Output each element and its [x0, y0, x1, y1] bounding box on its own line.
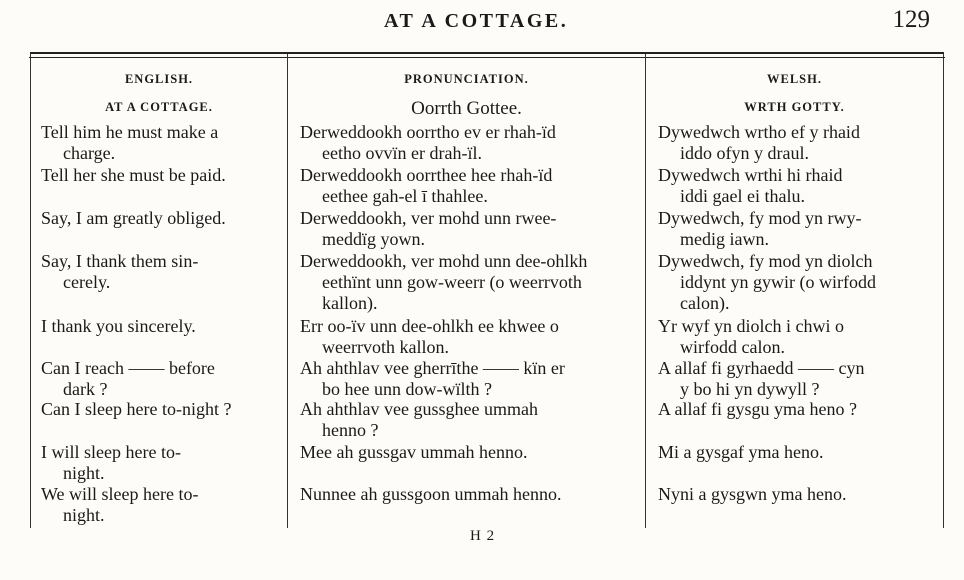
english-phrase: [41, 442, 275, 484]
english-phrase-line: cerely.: [63, 272, 111, 292]
pronunciation-phrase-line: meddïg yown.: [322, 229, 425, 249]
welsh-phrase: [658, 208, 934, 250]
welsh-phrase-line: Yr wyf yn diolch i chwi o: [658, 316, 844, 336]
welsh-section-heading: WRTH GOTTY.: [744, 100, 845, 114]
running-title: AT A COTTAGE.: [384, 10, 569, 32]
pronunciation-phrase: [300, 399, 634, 441]
pronunciation-phrase-line: Err oo-ïv unn dee-ohlkh ee khwee o: [300, 316, 559, 336]
welsh-phrase-line: medig iawn.: [680, 229, 769, 249]
welsh-column: [646, 54, 943, 528]
welsh-phrase-line: iddi gael ei thalu.: [680, 186, 805, 206]
english-phrase: [41, 316, 275, 337]
pronunciation-phrase-line: eethïnt unn gow-weerr (o weerrvoth: [322, 272, 582, 292]
pronunciation-column-heading: PRONUNCIATION.: [404, 72, 529, 86]
welsh-column-heading: WELSH.: [767, 72, 822, 86]
english-phrase-line: Tell him he must make a: [41, 122, 219, 142]
english-phrase-line: Say, I am greatly obliged.: [41, 208, 226, 228]
welsh-phrase-line: Dywedwch wrtho ef y rhaid: [658, 122, 860, 142]
pronunciation-phrase: [300, 358, 634, 400]
pronunciation-phrase: [300, 251, 634, 314]
welsh-phrase-line: iddynt yn gywir (o wirfodd: [680, 272, 876, 292]
pronunciation-phrase-line: Derweddookh oorrthee hee rhah-ïd: [300, 165, 553, 185]
pronunciation-phrase-line: kallon).: [322, 293, 378, 313]
english-phrase-line: dark ?: [63, 379, 108, 399]
pronunciation-phrase-line: Derweddookh, ver mohd unn rwee-: [300, 208, 557, 228]
welsh-phrase-line: Nyni a gysgwn yma heno.: [658, 484, 847, 504]
welsh-phrase: [658, 165, 934, 207]
welsh-phrase-line: A allaf fi gyrhaedd —— cyn: [658, 358, 865, 378]
english-phrase: [41, 251, 275, 293]
welsh-phrase-line: y bo hi yn dywyll ?: [680, 379, 820, 399]
welsh-phrase-line: calon).: [680, 293, 730, 313]
english-phrase: [41, 358, 275, 400]
page-number: 129: [892, 6, 930, 33]
pronunciation-section-heading: Oorrth Gottee.: [411, 98, 522, 119]
pronunciation-phrase-line: Ah ahthlav vee gherrīthe —— kïn er: [300, 358, 565, 378]
welsh-phrase-line: Dywedwch, fy mod yn rwy-: [658, 208, 862, 228]
welsh-phrase-line: A allaf fi gysgu yma heno ?: [658, 399, 857, 419]
running-head: [0, 6, 964, 38]
pronunciation-phrase-line: weerrvoth kallon.: [322, 337, 449, 357]
pronunciation-phrase-line: Derweddookh oorrtho ev er rhah-ïd: [300, 122, 556, 142]
english-phrase-line: charge.: [63, 143, 116, 163]
welsh-phrase-line: Dywedwch, fy mod yn diolch: [658, 251, 873, 271]
welsh-phrase: [658, 442, 934, 463]
pronunciation-phrase: [300, 442, 634, 463]
pronunciation-phrase: [300, 484, 634, 505]
english-phrase: [41, 122, 275, 164]
welsh-phrase-line: wirfodd calon.: [680, 337, 785, 357]
english-phrase-line: Can I sleep here to-night ?: [41, 399, 232, 419]
signature-mark: H 2: [470, 528, 496, 544]
english-phrase: [41, 208, 275, 229]
english-phrase: [41, 399, 275, 420]
pronunciation-phrase: [300, 122, 634, 164]
pronunciation-column: [288, 54, 646, 528]
pronunciation-phrase-line: bo hee unn dow-wïlth ?: [322, 379, 492, 399]
english-phrase-line: night.: [63, 505, 105, 525]
welsh-phrase: [658, 484, 934, 505]
english-column: [31, 54, 288, 528]
english-section-heading: AT A COTTAGE.: [105, 100, 213, 114]
english-phrase: [41, 484, 275, 526]
english-phrase: [41, 165, 275, 186]
welsh-phrase-line: iddo ofyn y draul.: [680, 143, 809, 163]
phrase-table: [30, 52, 944, 528]
pronunciation-phrase: [300, 208, 634, 250]
pronunciation-phrase: [300, 316, 634, 358]
welsh-phrase-line: Mi a gysgaf yma heno.: [658, 442, 824, 462]
english-phrase-line: Tell her she must be paid.: [41, 165, 226, 185]
pronunciation-phrase-line: Derweddookh, ver mohd unn dee-ohlkh: [300, 251, 588, 271]
english-phrase-line: night.: [63, 463, 105, 483]
pronunciation-phrase-line: Mee ah gussgav ummah henno.: [300, 442, 528, 462]
pronunciation-phrase-line: eethee gah-el ī thahlee.: [322, 186, 488, 206]
english-phrase-line: Can I reach —— before: [41, 358, 215, 378]
english-phrase-line: I will sleep here to-: [41, 442, 181, 462]
pronunciation-phrase-line: Ah ahthlav vee gussghee ummah: [300, 399, 538, 419]
pronunciation-phrase-line: henno ?: [322, 420, 379, 440]
welsh-phrase: [658, 316, 934, 358]
welsh-phrase: [658, 399, 934, 420]
welsh-phrase: [658, 251, 934, 314]
pronunciation-phrase-line: Nunnee ah gussgoon ummah henno.: [300, 484, 562, 504]
pronunciation-phrase: [300, 165, 634, 207]
english-phrase-line: Say, I thank them sin-: [41, 251, 199, 271]
english-column-heading: ENGLISH.: [124, 72, 194, 86]
english-phrase-line: I thank you sincerely.: [41, 316, 196, 336]
welsh-phrase-line: Dywedwch wrthi hi rhaid: [658, 165, 843, 185]
welsh-phrase: [658, 122, 934, 164]
english-phrase-line: We will sleep here to-: [41, 484, 199, 504]
pronunciation-phrase-line: eetho ovvïn er drah-ïl.: [322, 143, 482, 163]
welsh-phrase: [658, 358, 934, 400]
